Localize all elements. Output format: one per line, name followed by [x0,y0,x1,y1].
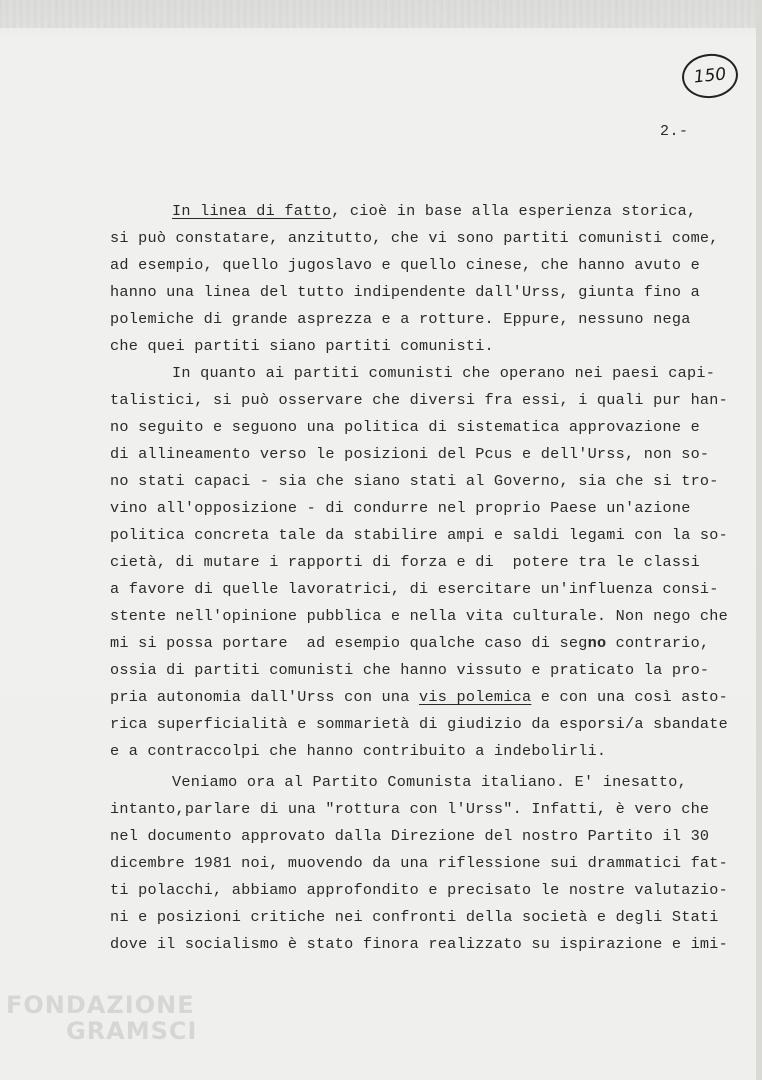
text-line: cietà, di mutare i rapporti di forza e di potere tra le classi [110,553,700,571]
text-line: hanno una linea del tutto indipendente dall'Urss, giunta fino a [110,283,700,301]
page-number: 2.- [660,123,689,140]
text-line: stente nell'opinione pubblica e nella vita culturale. Non nego che [110,607,729,625]
watermark-line-1: FONDAZIONE [6,991,195,1019]
text-line: di allineamento verso le posizioni del Pcus e dell'Urss, non so- [110,445,710,463]
text-line: no seguito e seguono una politica di sistematica approvazione e [110,418,700,436]
text-line: ni e posizioni critiche nei confronti della società e degli Stati [110,908,719,926]
text-line: e a contraccolpi che hanno contribuito a indebolirli. [110,742,607,760]
archive-number-stamp: 150 [680,51,740,101]
text-line: talistici, si può osservare che diversi fra essi, i quali pur han- [110,391,729,409]
text-line: che quei partiti siano partiti comunisti. [110,337,494,355]
text-line [172,202,696,220]
underlined-phrase: vis polemica [419,688,532,706]
text-line: vino all'opposizione - di condurre nel proprio Paese un'azione [110,499,691,517]
watermark-line-2: GRAMSCI [66,1017,198,1045]
scan-top-edge [0,0,762,28]
scan-right-edge [756,0,762,1080]
text-fragment: e con una così asto- [531,688,729,706]
text-line [110,688,728,706]
bold-fragment: no [587,634,607,652]
text-line: Veniamo ora al Partito Comunista italiano. E' inesatto, [172,773,688,791]
text-line: si può constatare, anzitutto, che vi sono partiti comunisti come, [110,229,719,247]
text-line: a favore di quelle lavoratrici, di esercitare un'influenza consi- [110,580,719,598]
text-line: dove il socialismo è stato finora realizzato su ispirazione e imi- [110,935,729,953]
text-line: ad esempio, quello jugoslavo e quello cinese, che hanno avuto e [110,256,700,274]
text-line: rica superficialità e sommarietà di giudizio da esporsi/a sbandate [110,715,729,733]
text-line: polemiche di grande asprezza e a rotture. Eppure, nessuno nega [110,310,691,328]
text-line: no stati capaci - sia che siano stati al Governo, sia che si tro- [110,472,719,490]
text-line: ti polacchi, abbiamo approfondito e precisato le nostre valutazio- [110,881,729,899]
text-line [110,634,709,652]
text-fragment: mi si possa portare ad esempio qualche caso di seg [110,634,588,652]
text-line: dicembre 1981 noi, muovendo da una riflessione sui drammatici fat- [110,854,729,872]
text-line: politica concreta tale da stabilire ampi e saldi legami con la so- [110,526,729,544]
text-line: ossia di partiti comunisti che hanno vissuto e praticato la pro- [110,661,710,679]
text-line: nel documento approvato dalla Direzione del nostro Partito il 30 [110,827,710,845]
text-fragment: contrario, [606,634,710,652]
text-fragment: , cioè in base alla esperienza storica, [331,202,697,220]
text-line: intanto,parlare di una "rottura con l'Urss". Infatti, è vero che [110,800,710,818]
text-fragment: pria autonomia dall'Urss con una [110,688,420,706]
underlined-phrase: In linea di fatto [172,202,332,220]
watermark-logo [6,992,197,1044]
text-line: In quanto ai partiti comunisti che operano nei paesi capi- [172,364,716,382]
